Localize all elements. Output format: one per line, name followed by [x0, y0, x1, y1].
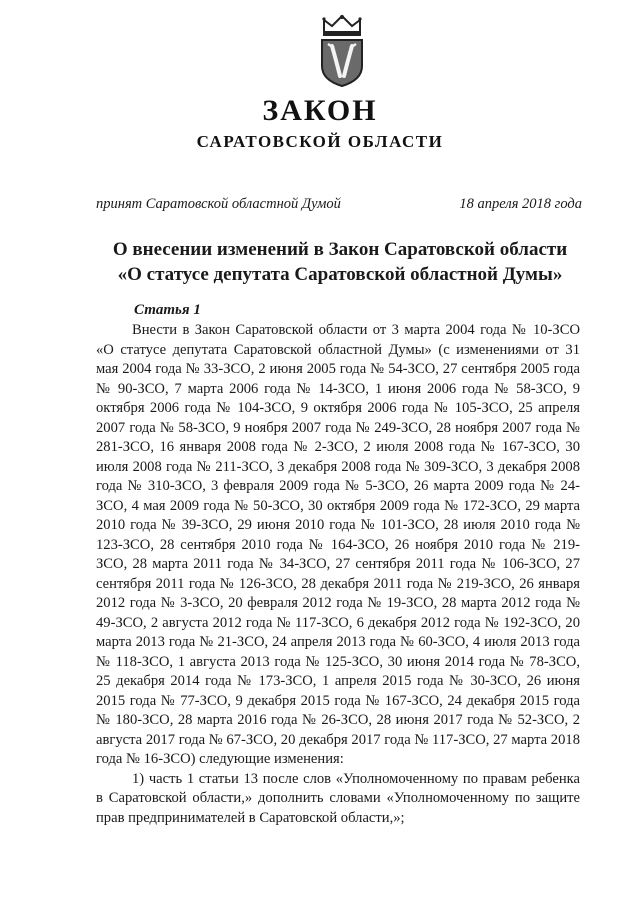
saratov-coat-of-arms-icon	[318, 14, 366, 88]
adoption-date: 18 апреля 2018 года	[459, 196, 582, 212]
adopted-by: принят Саратовской областной Думой	[96, 196, 341, 212]
document-subtitle: САРАТОВСКОЙ ОБЛАСТИ	[196, 132, 444, 151]
document-title: ЗАКОН	[262, 94, 378, 127]
law-title-line-1: О внесении изменений в Закон Саратовской области	[112, 239, 568, 260]
article-paragraph-1: Внести в Закон Саратовской области от 3 марта 2004 года № 10-ЗСО «О статусе депутата Саратовской областной Думы» (с изменениями от 31 мая 2004 года № 33-ЗСО, 2 июня 2005 года № 54-ЗСО, 27 сентября 2005 года № 90-ЗСО, 7 марта 2006 года № 14-ЗСО, 1 июня 2006 года № 58-ЗСО, 9 октября 2006 года № 104-ЗСО, 9 октября 2006 года № 105-ЗСО, 25 апреля 2007 года № 58-ЗСО, 9 ноября 2007 года № 249-ЗСО, 28 ноября 2007 года № 281-ЗСО, 16 января 2008 года № 2-ЗСО, 2 июля 2008 года № 167-ЗСО, 30 июля 2008 года № 211-ЗСО, 3 декабря 2008 года № 309-ЗСО, 3 декабря 2008 года № 310-ЗСО, 3 февраля 2009 года № 5-ЗСО, 26 марта 2009 года № 24-ЗСО, 4 мая 2009 года № 50-ЗСО, 30 октября 2009 года № 172-ЗСО, 29 марта 2010 года № 39-ЗСО, 29 июня 2010 года № 101-ЗСО, 28 июля 2010 года № 123-ЗСО, 28 сентября 2010 года № 164-ЗСО, 26 ноября 2010 года № 219-ЗСО, 28 марта 2011 года № 34-ЗСО, 27 сентября 2011 года № 106-ЗСО, 27 сентября 2011 года № 126-ЗСО, 28 декабря 2011 года № 219-ЗСО, 26 января 2012 года № 3-ЗСО, 20 февраля 2012 года № 19-ЗСО, 28 марта 2012 года № 49-ЗСО, 2 августа 2012 года № 117-ЗСО, 6 декабря 2012 года № 192-ЗСО, 20 марта 2013 года № 21-ЗСО, 24 апреля 2013 года № 60-ЗСО, 4 июля 2013 года № 118-ЗСО, 1 августа 2013 года № 125-ЗСО, 30 июня 2014 года № 78-ЗСО, 25 декабря 2014 года № 173-ЗСО, 1 апреля 2015 года № 30-ЗСО, 26 июня 2015 года № 77-ЗСО, 9 декабря 2015 года № 167-ЗСО, 24 декабря 2015 года № 180-ЗСО, 28 марта 2016 года № 26-ЗСО, 28 июня 2017 года № 52-ЗСО, 2 августа 2017 года № 67-ЗСО, 20 декабря 2017 года № 117-ЗСО, 27 марта 2018 года № 16-ЗСО) следующие изменения:	[96, 322, 580, 767]
law-title	[60, 237, 620, 287]
law-title-line-2: «О статусе депутата Саратовской областной Думы»	[117, 264, 563, 285]
article-heading: Статья 1	[134, 302, 201, 318]
article-body	[96, 321, 580, 828]
article-paragraph-2: 1) часть 1 статьи 13 после слов «Уполномоченному по правам ребенка в Саратовской области,» дополнить словами «Уполномоченному по защите прав предпринимателей в Саратовской области,»;	[96, 770, 580, 826]
